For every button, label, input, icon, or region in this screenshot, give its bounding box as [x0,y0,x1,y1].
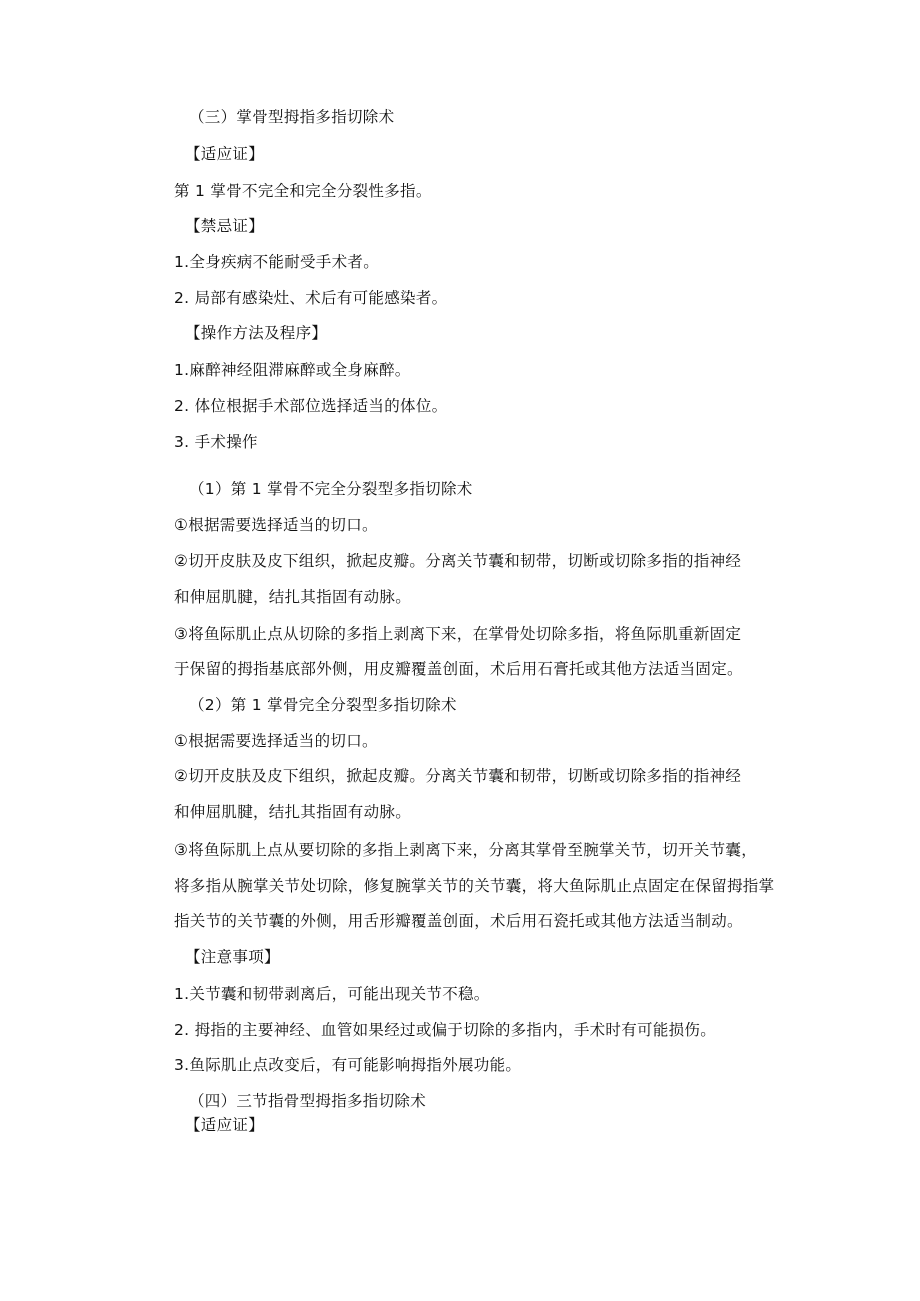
note-3: 3.鱼际肌止点改变后，有可能影响拇指外展功能。 [174,1056,522,1074]
sub1-step-2-line-1: ②切开皮肤及皮下组织，掀起皮瓣。分离关节囊和韧带，切断或切除多指的指神经 [174,552,742,570]
notes-heading: 【注意事项】 [185,948,280,966]
sub2-step-2-line-2: 和伸屈肌腱，结扎其指固有动脉。 [174,803,412,821]
sub1-step-2-line-2: 和伸屈肌腱，结扎其指固有动脉。 [174,588,412,606]
section4-indications-heading: 【适应证】 [185,1116,265,1134]
section3-method-heading: 【操作方法及程序】 [185,324,328,342]
section3-indications-heading: 【适应证】 [185,145,265,163]
sub2-step-1: ①根据需要选择适当的切口。 [174,732,378,750]
section3-contraindications-heading: 【禁忌证】 [185,217,265,235]
section4-title: （四）三节指骨型拇指多指切除术 [189,1092,427,1110]
note-1: 1.关节囊和韧带剥离后，可能出现关节不稳。 [174,985,490,1003]
sub2-step-3-line-1: ③将鱼际肌上点从要切除的多指上剥离下来，分离其掌骨至腕掌关节，切开关节囊， [174,841,757,859]
sub2-step-3-line-3: 指关节的关节囊的外侧，用舌形瓣覆盖创面，术后用石瓷托或其他方法适当制动。 [174,912,743,930]
section3-method-1: 1.麻醉神经阻滞麻醉或全身麻醉。 [174,361,411,379]
section3-contraindication-1: 1.全身疾病不能耐受手术者。 [174,253,379,271]
sub1-step-1: ①根据需要选择适当的切口。 [174,516,378,534]
section3-contraindication-2: 2. 局部有感染灶、术后有可能感染者。 [174,289,448,307]
sub1-title: （1）第 1 掌骨不完全分裂型多指切除术 [189,480,473,498]
section3-title: （三）掌骨型拇指多指切除术 [189,108,395,126]
section3-indications-text: 第 1 掌骨不完全和完全分裂性多指。 [174,182,432,200]
sub1-step-3-line-2: 于保留的拇指基底部外侧，用皮瓣覆盖创面，术后用石膏托或其他方法适当固定。 [174,660,743,678]
note-2: 2. 拇指的主要神经、血管如果经过或偏于切除的多指内，手术时有可能损伤。 [174,1021,717,1039]
section3-method-2: 2. 体位根据手术部位选择适当的体位。 [174,397,448,415]
sub2-step-2-line-1: ②切开皮肤及皮下组织，掀起皮瓣。分离关节囊和韧带，切断或切除多指的指神经 [174,767,742,785]
sub1-step-3-line-1: ③将鱼际肌止点从切除的多指上剥离下来，在掌骨处切除多指，将鱼际肌重新固定 [174,625,742,643]
section3-method-3: 3. 手术操作 [174,433,258,451]
sub2-title: （2）第 1 掌骨完全分裂型多指切除术 [189,696,457,714]
sub2-step-3-line-2: 将多指从腕掌关节处切除，修复腕掌关节的关节囊，将大鱼际肌止点固定在保留拇指掌 [174,877,775,895]
